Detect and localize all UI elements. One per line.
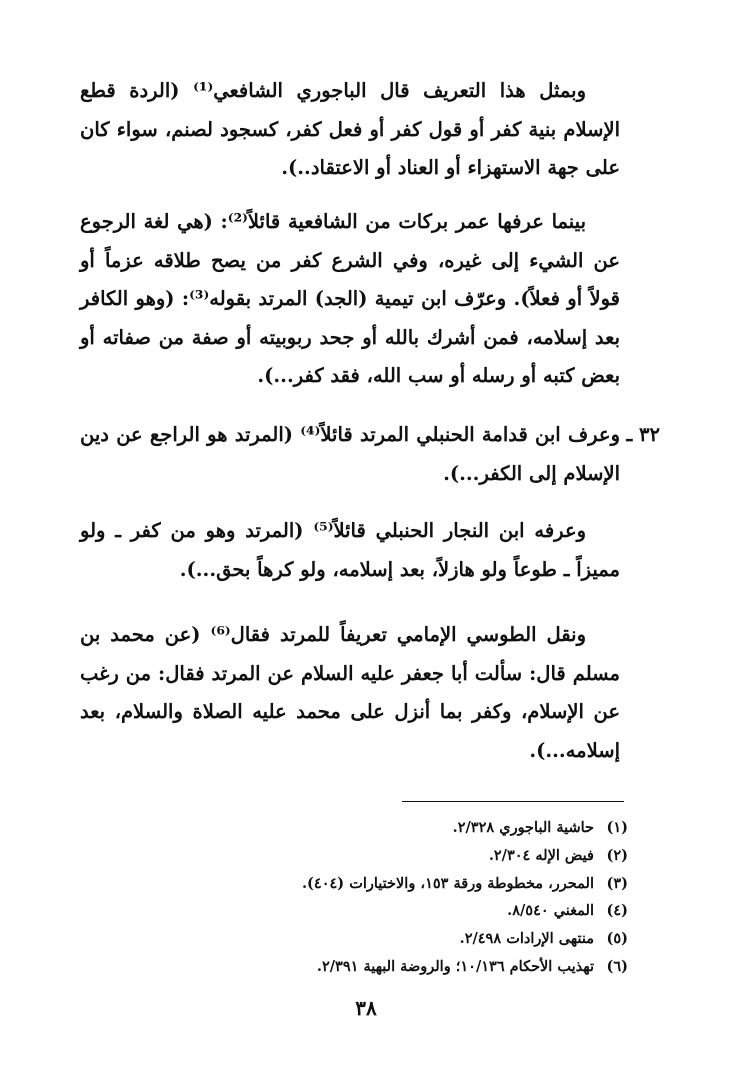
- footnote-item: [68, 897, 628, 925]
- footnotes: [68, 814, 628, 981]
- paragraph-ibn-najjar: وعرفه ابن النجار الحنبلي قائلاً⁽⁵⁾ (المرتد وهو من كفر ـ ولو مميزاً ـ طوعاً ولو هازلاً، بعد إسلامه، ولو كرهاً بحق...).: [80, 519, 620, 581]
- footnote-number: (٤): [606, 902, 628, 920]
- footnote-number: (٥): [606, 930, 628, 948]
- footnote-text: منتهى الإرادات ٢/٤٩٨.: [459, 930, 594, 948]
- footnote-item: [68, 842, 628, 870]
- paragraph-tusi: ونقل الطوسي الإمامي تعريفاً للمرتد فقال⁽⁶⁾ (عن محمد بن مسلم قال: سألت أبا جعفر عليه السلام عن المرتد فقال: من رغب عن الإسلام، وكفر بما أنزل على محمد عليه الصلاة والسلام، بعد إسلامه...).: [80, 623, 620, 762]
- footnote-text: حاشية الباجوري ٢/٣٢٨.: [452, 819, 594, 836]
- paragraph-barakat-ibn-taymiyya: بينما عرفها عمر بركات من الشافعية قائلاً⁽²⁾: (هي لغة الرجوع عن الشيء إلى غيره، وفي الشرع كفر من يصح طلاقه عزماً أو قولاً أو فعلاً). وعرّف ابن تيمية (الجد) المرتد بقوله⁽³⁾: (وهو الكافر بعد إسلامه، فمن أشرك بالله أو جحد ربوبيته أو صفة من صفاته أو بعض كتبه أو رسله أو سب الله، فقد كفر...).: [80, 210, 620, 387]
- footnote-text: المحرر، مخطوطة ورقة ١٥٣، والاختيارات (٤٠٤).: [302, 874, 594, 892]
- footnote-divider: [402, 801, 624, 802]
- footnote-item: [68, 814, 628, 842]
- footnote-text: فيض الإله ٢/٣٠٤.: [488, 846, 594, 864]
- paragraph-ibn-qudama-text: وعرف ابن قدامة الحنبلي المرتد قائلاً⁽⁴⁾ (المرتد هو الراجع عن دين الإسلام إلى الكفر...).: [80, 423, 620, 485]
- footnote-item: [68, 870, 628, 898]
- section-number: ٣٢ ـ: [626, 423, 660, 446]
- paragraph-bajuri-definition: وبمثل هذا التعريف قال الباجوري الشافعي⁽¹⁾ (الردة قطع الإسلام بنية كفر أو قول كفر أو فعل كفر، كسجود لصنم، سواء كان على جهة الاستهزاء أو العناد أو الاعتقاد..).: [80, 79, 620, 179]
- paragraph-ibn-qudama: [80, 416, 660, 493]
- footnote-number: (٦): [606, 957, 628, 975]
- footnote-text: المغني ٨/٥٤٠.: [507, 902, 594, 920]
- page-number: ٣٨: [355, 996, 377, 1020]
- footnote-item: [68, 925, 628, 953]
- footnote-number: (٣): [606, 874, 628, 892]
- footnote-item: [68, 953, 628, 981]
- footnote-text: تهذيب الأحكام ١٠/١٣٦؛ والروضة البهية ٢/٣٩١.: [316, 957, 594, 975]
- footnote-number: (٢): [606, 846, 628, 864]
- footnote-number: (١): [606, 819, 628, 836]
